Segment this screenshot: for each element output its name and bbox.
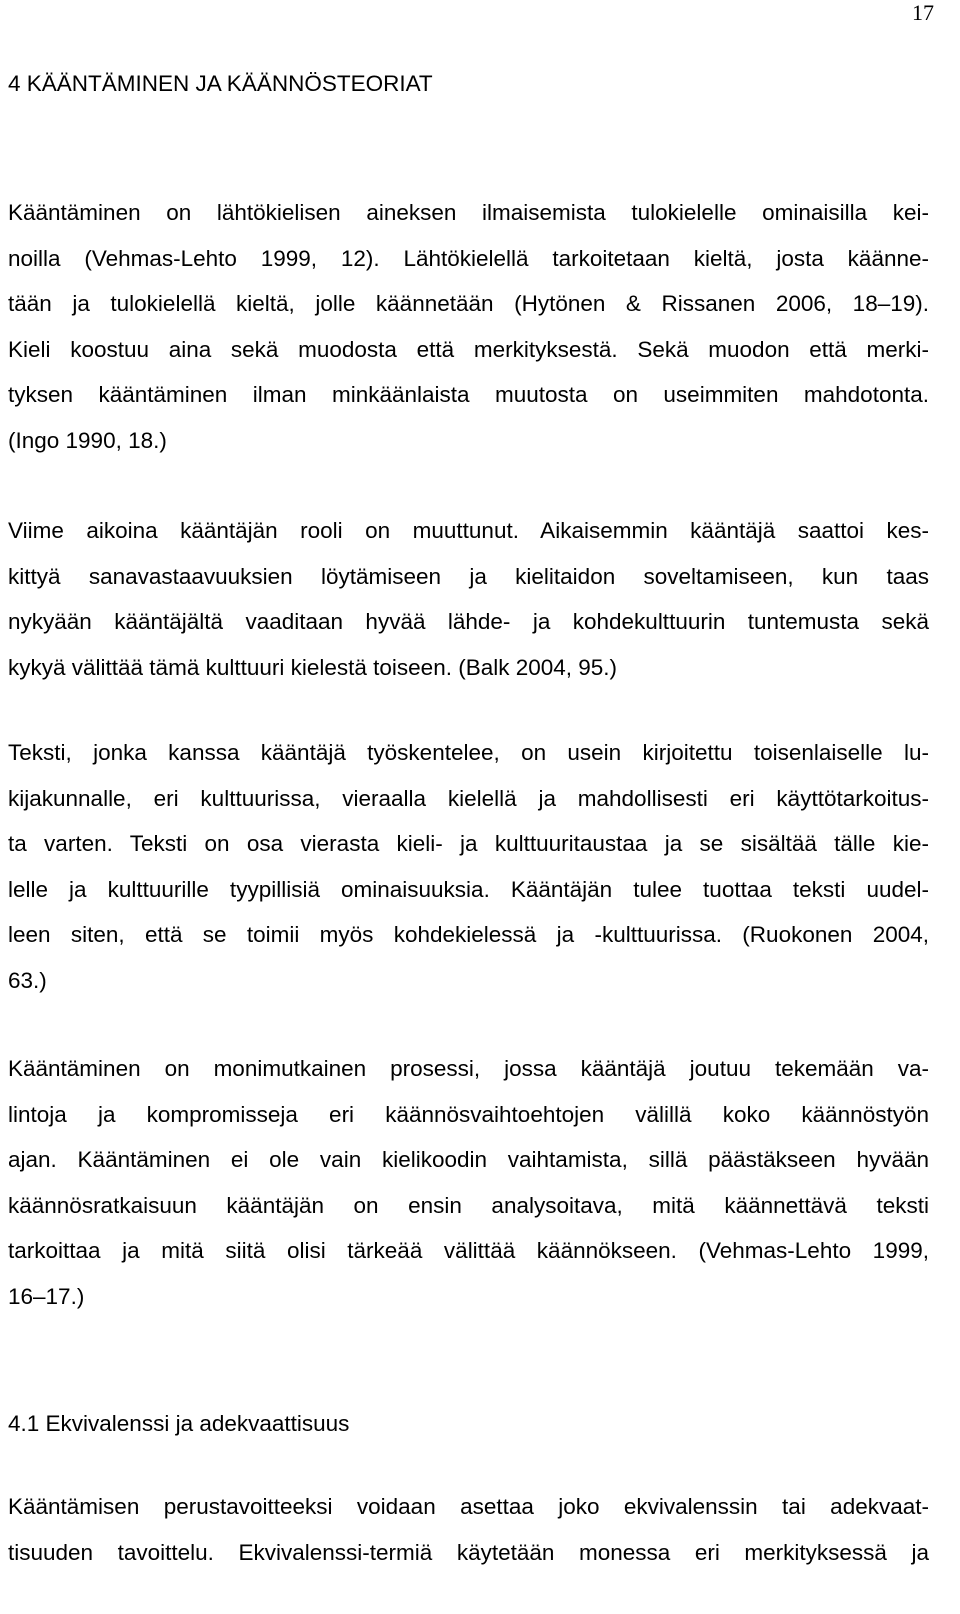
text-line: käännösratkaisuun kääntäjän on ensin analysoitava, mitä käännettävä teksti <box>8 1192 929 1218</box>
text-line: noilla (Vehmas-Lehto 1999, 12). Lähtökielellä tarkoitetaan kieltä, josta käänne- <box>8 245 929 271</box>
text-line: Teksti, jonka kanssa kääntäjä työskentelee, on usein kirjoitettu toisenlaiselle lu- <box>8 740 929 765</box>
page-number: 17 <box>912 0 934 25</box>
text-line: 63.) <box>8 967 47 993</box>
text-line: leen siten, että se toimii myös kohdekielessä ja -kulttuurissa. (Ruokonen 2004, <box>8 922 929 948</box>
paragraph-1 <box>8 190 929 464</box>
section-title: 4.1 Ekvivalenssi ja adekvaattisuus <box>8 1411 350 1436</box>
text-line: kijakunnalle, eri kulttuurissa, vieraalla kielellä ja mahdollisesti eri käyttötarkoitus- <box>8 785 929 811</box>
text-line: (Ingo 1990, 18.) <box>8 427 167 453</box>
text-line: tyksen kääntäminen ilman minkäänlaista muutosta on useimmiten mahdotonta. <box>8 382 929 408</box>
text-line: tään ja tulokielellä kieltä, jolle käännetään (Hytönen & Rissanen 2006, 18–19). <box>8 291 929 317</box>
text-line: lelle ja kulttuurille tyypillisiä ominaisuuksia. Kääntäjän tulee tuottaa teksti uudel- <box>8 876 929 902</box>
section-paragraph <box>8 1484 929 1575</box>
text-line: nykyään kääntäjältä vaaditaan hyvää lähde- ja kohdekulttuurin tuntemusta sekä <box>8 609 929 635</box>
text-line: kykyä välittää tämä kulttuuri kielestä toiseen. (Balk 2004, 95.) <box>8 654 618 680</box>
text-line: ajan. Kääntäminen ei ole vain kielikoodin vaihtamista, sillä päästäkseen hyvään <box>8 1147 929 1173</box>
text-line: 16–17.) <box>8 1283 85 1309</box>
paragraph-3 <box>8 730 929 1004</box>
text-line: tisuuden tavoittelu. Ekvivalenssi-termiä käytetään monessa eri merkityksessä ja <box>8 1539 929 1565</box>
text-line: Kääntäminen on lähtökielisen aineksen ilmaisemista tulokielelle ominaisilla kei- <box>8 200 929 225</box>
text-line: lintoja ja kompromisseja eri käännösvaihtoehtojen välillä koko käännöstyön <box>8 1101 929 1127</box>
paragraph-2 <box>8 508 929 690</box>
text-line: Viime aikoina kääntäjän rooli on muuttunut. Aikaisemmin kääntäjä saattoi kes- <box>8 518 929 543</box>
text-line: Kieli koostuu aina sekä muodosta että merkityksestä. Sekä muodon että merki- <box>8 336 929 362</box>
chapter-title: 4 KÄÄNTÄMINEN JA KÄÄNNÖSTEORIAT <box>8 71 433 96</box>
text-line: tarkoittaa ja mitä siitä olisi tärkeää välittää käännökseen. (Vehmas-Lehto 1999, <box>8 1238 929 1264</box>
text-line: ta varten. Teksti on osa vierasta kieli- ja kulttuuritaustaa ja se sisältää tälle kie- <box>8 831 929 857</box>
text-line: kittyä sanavastaavuuksien löytämiseen ja kielitaidon soveltamiseen, kun taas <box>8 563 929 589</box>
paragraph-4 <box>8 1046 929 1320</box>
text-line: Kääntämisen perustavoitteeksi voidaan asettaa joko ekvivalenssin tai adekvaat- <box>8 1494 929 1519</box>
text-line: Kääntäminen on monimutkainen prosessi, jossa kääntäjä joutuu tekemään va- <box>8 1056 929 1081</box>
